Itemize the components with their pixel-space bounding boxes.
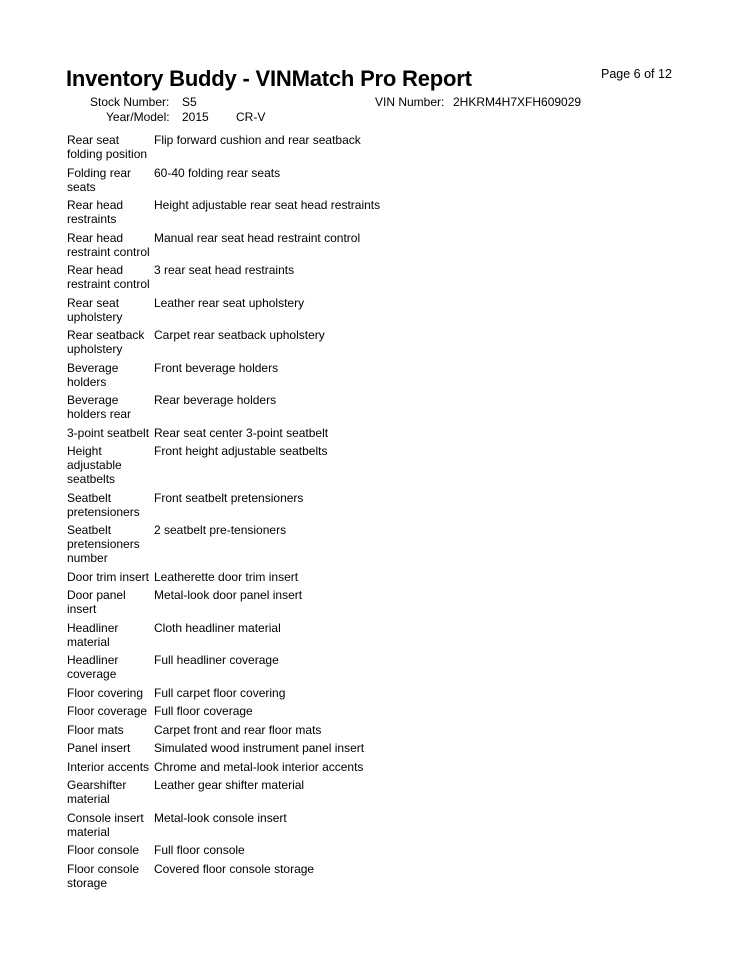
spec-value: Chrome and metal-look interior accents (154, 759, 364, 774)
spec-value: 60-40 folding rear seats (154, 165, 281, 180)
spec-row (67, 741, 627, 755)
spec-row (67, 621, 627, 649)
spec-value: Full headliner coverage (154, 653, 279, 667)
spec-name: Rear head restraint control (67, 230, 150, 259)
vin-number-value: 2HKRM4H7XFH609029 (453, 95, 582, 109)
model-value: CR-V (236, 110, 266, 124)
report-title: Inventory Buddy - VINMatch Pro Report (66, 66, 472, 91)
spec-name: Door trim insert (67, 569, 150, 584)
spec-row (67, 231, 627, 259)
spec-name: Door panel insert (67, 588, 126, 616)
spec-value: Carpet front and rear floor mats (154, 722, 322, 737)
spec-value: Front beverage holders (154, 360, 279, 375)
spec-name: Panel insert (67, 741, 131, 755)
spec-value: Metal-look door panel insert (154, 588, 303, 602)
spec-value: Leather gear shifter material (154, 778, 305, 792)
spec-name: Folding rear seats (67, 165, 132, 194)
spec-row (67, 444, 627, 486)
spec-value: Full floor console (154, 843, 245, 857)
spec-name: Floor console (67, 843, 140, 857)
spec-name: Beverage holders (67, 360, 119, 389)
spec-name: Rear head restraint control (67, 263, 150, 291)
spec-row (67, 778, 627, 806)
spec-value: Metal-look console insert (154, 810, 287, 825)
spec-row (67, 686, 627, 700)
spec-value: 2 seatbelt pre-tensioners (154, 523, 287, 537)
spec-row (67, 328, 627, 356)
spec-value: Simulated wood instrument panel insert (154, 741, 365, 755)
spec-value: Flip forward cushion and rear seatback (154, 133, 361, 147)
spec-row (67, 198, 627, 226)
spec-name: Headliner material (67, 620, 119, 649)
spec-name: Height adjustable seatbelts (67, 444, 122, 486)
spec-value: Cloth headliner material (154, 620, 281, 635)
spec-value: 3 rear seat head restraints (154, 263, 295, 277)
year-value: 2015 (182, 110, 209, 124)
spec-row (67, 523, 627, 565)
spec-table (67, 133, 627, 894)
vin-number-label: VIN Number: (375, 95, 445, 109)
spec-name: Seatbelt pretensioners (67, 490, 140, 519)
spec-row (67, 296, 627, 324)
spec-name: Interior accents (67, 759, 150, 774)
spec-name: Floor coverage (67, 704, 148, 718)
spec-value: Front height adjustable seatbelts (154, 444, 328, 458)
spec-name: 3-point seatbelt (67, 425, 150, 440)
spec-value: Front seatbelt pretensioners (154, 490, 304, 505)
spec-row (67, 723, 627, 737)
page-number: Page 6 of 12 (601, 67, 672, 81)
spec-row (67, 704, 627, 718)
spec-value: Full floor coverage (154, 704, 253, 718)
spec-name: Rear seat upholstery (67, 295, 123, 324)
spec-value: Carpet rear seatback upholstery (154, 328, 325, 342)
spec-value: Leatherette door trim insert (154, 569, 299, 584)
spec-name: Floor console storage (67, 861, 140, 890)
spec-value: Leather rear seat upholstery (154, 295, 305, 310)
spec-row (67, 843, 627, 857)
spec-row (67, 760, 627, 774)
spec-row (67, 426, 627, 440)
spec-name: Floor covering (67, 685, 144, 700)
spec-row (67, 263, 627, 291)
spec-name: Console insert material (67, 810, 144, 839)
spec-row (67, 133, 627, 161)
spec-name: Beverage holders rear (67, 393, 132, 421)
spec-row (67, 811, 627, 839)
spec-value: Rear seat center 3-point seatbelt (154, 425, 329, 440)
spec-name: Floor mats (67, 722, 124, 737)
spec-name: Rear seat folding position (67, 133, 148, 161)
spec-row (67, 361, 627, 389)
spec-row (67, 393, 627, 421)
spec-row (67, 588, 627, 616)
spec-row (67, 491, 627, 519)
spec-value: Height adjustable rear seat head restraints (154, 198, 381, 212)
spec-row (67, 166, 627, 194)
spec-name: Gearshifter material (67, 778, 127, 806)
spec-value: Covered floor console storage (154, 861, 315, 876)
spec-row (67, 862, 627, 890)
spec-value: Full carpet floor covering (154, 685, 286, 700)
stock-number-label: Stock Number: (90, 95, 170, 109)
stock-number-value: S5 (182, 95, 197, 109)
spec-row (67, 570, 627, 584)
spec-name: Rear head restraints (67, 198, 124, 226)
spec-name: Headliner coverage (67, 653, 119, 681)
spec-value: Manual rear seat head restraint control (154, 230, 361, 245)
spec-name: Seatbelt pretensioners number (67, 523, 140, 565)
spec-value: Rear beverage holders (154, 393, 277, 407)
spec-row (67, 653, 627, 681)
spec-name: Rear seatback upholstery (67, 328, 145, 356)
year-model-label: Year/Model: (106, 110, 170, 124)
